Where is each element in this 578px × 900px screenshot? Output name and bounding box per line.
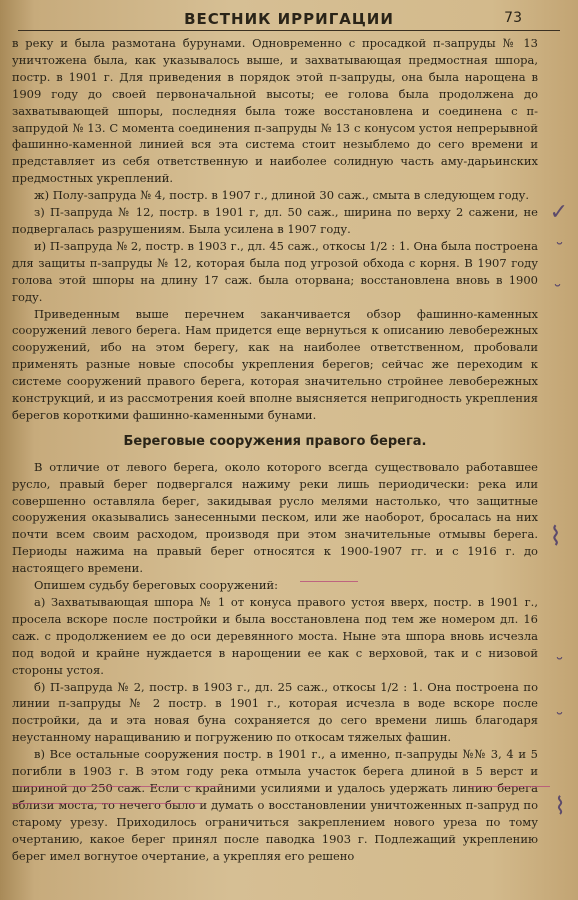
- paragraph: В отличие от левого берега, около которого всегда существовало работавшее русло, правый берег подвергался нажиму реки лишь периодически: река или совершенно оставляла берег, закидывая русло мелями настолько, что защитные сооружения оказывались занесенными песком, или же наоборот, бросалась на них почти всем своим расходом, производя при этом значительные отмывы берега. Периоды нажима на правый берег относятся к 1900-1907 гг. и с 1916 г. до настоящего времени.: [12, 459, 538, 576]
- paragraph: в) Все остальные сооружения постр. в 1901 г., а именно, п-запруды №№ 3, 4 и 5 погибли в 1903 г. В этом году река отмыла участок берега длиной в 5 верст и шириной до 250 саж. Если с крайними усилиями и удалось удержать линию берега вблизи моста, то нечего было и думать о восстановлении уничтоженных п-запруд по старому урезу. Приходилось ограничиться закреплением нового уреза по тому очертанию, какое берег принял после паводка 1903 г. Подлежащий укреплению берег имел вогнутое очертание, а укрепляя его решено: [12, 747, 538, 863]
- paragraph: в реку и была размотана бурунами. Одновременно с просадкой п-запруды № 13 уничтожена была, как указывалось выше, и захватывающая предмостная шпора, постр. в 1901 г. Для приведения в порядок этой п-запруды, она была нарощена в 1909 году до своей первоначальной высоты; ее голова была продолжена до захватывающей шпоры, последняя была тоже восстановлена и соединена с п-запрудой № 13. С момента соединения п-запруды № 13 с конусом устоя непрерывной фашинно-каменной линией вся эта система стоит незыблемо до сего времени и представляет из себя ответственную и наиболее солидную часть аму-дарьинских предмостных укреплений.: [12, 36, 538, 186]
- paragraph: и) П-запруда № 2, постр. в 1903 г., дл. 45 саж., откосы 1/2 : 1. Она была построена для защиты п-запруды № 12, которая была под угрозой обхода с корня. В 1907 году голова этой шпоры на длину 17 саж. была оторвана; восстановлена вновь в 1900 году.: [12, 238, 538, 304]
- paragraph: б) П-запруда № 2, постр. в 1903 г., дл. 25 саж., откосы 1/2 : 1. Она построена по линии п-запруды № 2 постр. в 1901 г., которая исчезла в воде вскоре после постройки, да и эта новая буна сохраняется до сего времени лишь благодаря неустанному наращиванию и погружению по откосам тяжелых фашин.: [12, 679, 538, 745]
- running-title: ВЕСТНИК ИРРИГАЦИИ: [184, 10, 394, 28]
- margin-pencil-mark: ˘: [553, 282, 562, 303]
- page-header: [18, 8, 560, 31]
- red-pen-underline: [20, 786, 220, 787]
- paragraph: з) П-запруда № 12, постр. в 1901 г, дл. 50 саж., ширина по верху 2 сажени, не подвергалась разрушениям. Была усилена в 1907 году.: [12, 205, 538, 236]
- paragraph: Приведенным выше перечнем заканчивается обзор фашинно-каменных сооружений левого берега. Нам придется еще вернуться к описанию левобережных сооружений, ибо на этом берегу, как на наиболее ответственном, пробовали применять разные новые способы укрепления берегов; сейчас же переходим к системе сооружений правого берега, которая значительно стройнее левобережных конструкций, и из рассмотрения коей вполне выясняется непригодность укрепления берегов короткими фашинно-каменными бунами.: [12, 306, 538, 422]
- margin-pencil-mark: ˘: [555, 655, 564, 676]
- margin-pencil-mark: ⌇: [549, 522, 562, 552]
- margin-pencil-mark: ˘: [555, 240, 564, 261]
- paragraph: ж) Полу-запруда № 4, постр. в 1907 г., длиной 30 саж., смыта в следующем году.: [34, 188, 530, 203]
- red-pen-underline: [300, 581, 358, 582]
- body-text: [12, 35, 564, 865]
- red-pen-underline: [12, 803, 202, 804]
- section-heading: Береговые сооружения правого берега.: [123, 433, 427, 449]
- margin-pencil-mark: ˘: [555, 710, 564, 731]
- paragraph: а) Захватывающая шпора № 1 от конуса правого устоя вверх, постр. в 1901 г., просела вскоре после постройки и была восстановлена под тем же номером дл. 16 саж. с продолжением ее до оси деревянного моста. Ныне эта шпора вновь исчезла под водой и крайне нуждается в нарощении ее как с верховой, так и с низовой стороны устоя.: [12, 595, 538, 677]
- paragraph: Опишем судьбу береговых сооружений:: [34, 578, 279, 593]
- red-pen-underline: [470, 786, 550, 787]
- margin-pencil-mark: ⌇: [554, 792, 566, 820]
- margin-pencil-mark: ✓: [549, 200, 568, 225]
- page-number: 73: [504, 10, 522, 26]
